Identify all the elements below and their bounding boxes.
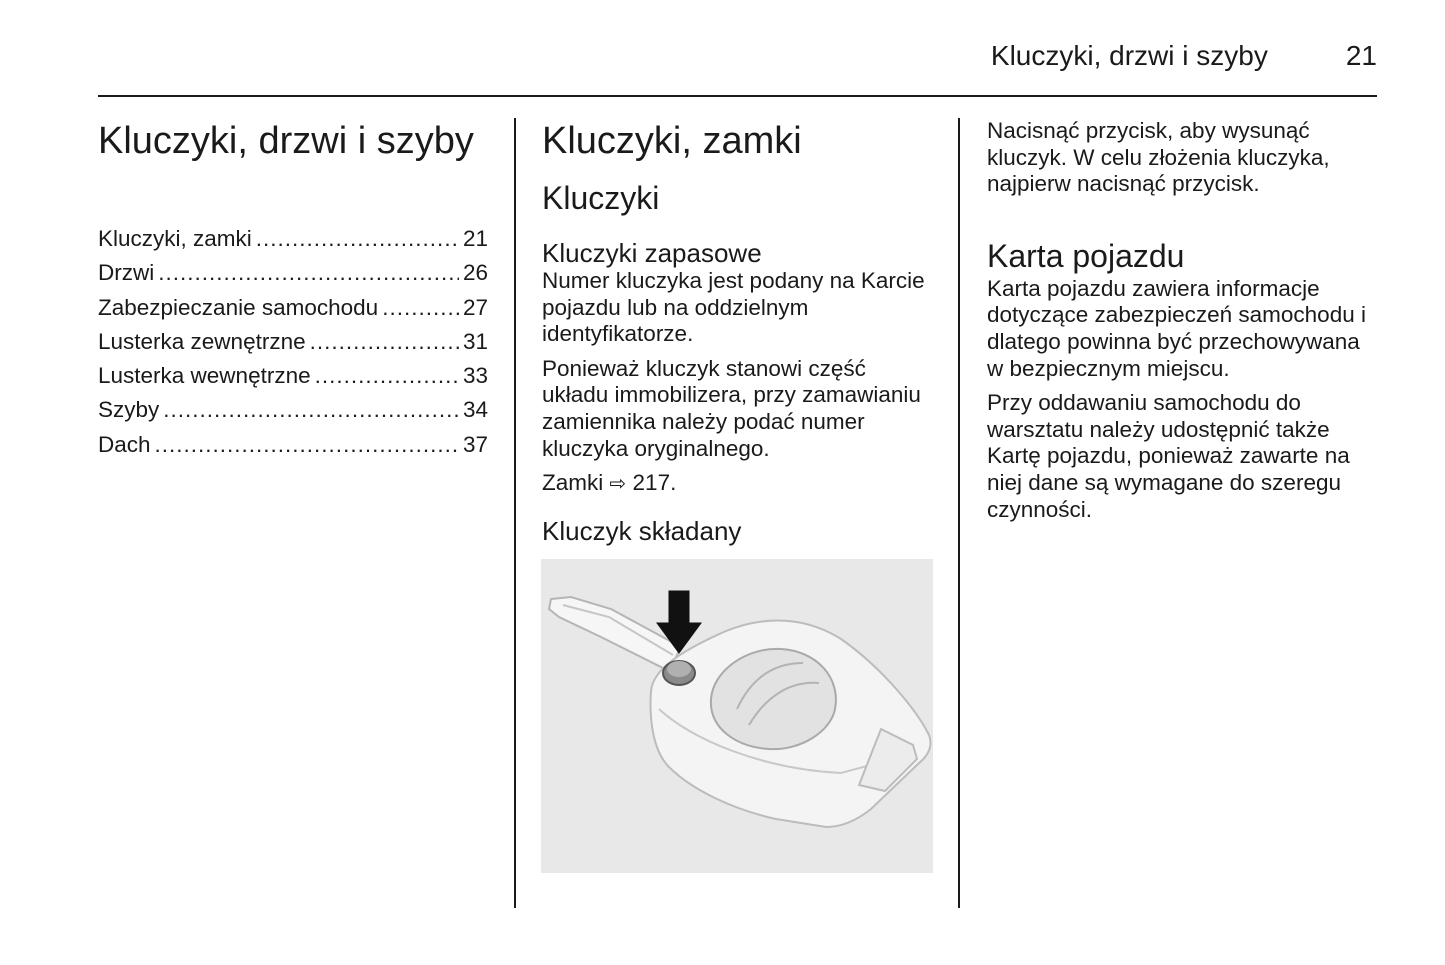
subsection-heading-keys: Kluczyki [542,180,660,216]
toc-entry[interactable] [98,260,488,294]
vehicle-card-paragraph-2: Przy oddawaniu samochodu do warsztatu należy udostępnić także Kartę pojazdu, ponieważ zawarte na niej dane są wymagane do szeregu czynności. [987,390,1350,522]
cross-reference[interactable] [542,470,934,498]
toc-leader-dots [256,226,459,252]
heading-folding-key: Kluczyk składany [542,515,742,546]
header-rule [98,95,1377,97]
toc-entry-label: Szyby [98,397,160,423]
toc-leader-dots [158,260,459,286]
toc-entry-page: 34 [462,397,488,423]
folding-key-illustration [541,559,933,873]
toc-leader-dots [163,397,459,423]
toc-entry-page: 33 [462,363,488,389]
spare-keys-paragraph-2: Ponieważ kluczyk stanowi część układu immobilizera, przy zamawianiu zamiennika należy podać numer kluczyka oryginalnego. [542,355,921,461]
chapter-title: Kluczyki, drzwi i szyby [98,120,474,162]
toc-entry-label: Dach [98,431,151,457]
section-heading-keys-locks: Kluczyki, zamki [542,120,802,162]
table-of-contents [98,226,488,466]
folding-key-instructions: Nacisnąć przycisk, aby wysunąć kluczyk. W celu złożenia kluczyka, najpierw nacisnąć przycisk. [987,118,1330,197]
toc-entry-page: 27 [462,294,488,320]
arrow-reference-icon: ⇨ [609,473,627,496]
page-number: 21 [1345,40,1377,71]
toc-entry-label: Kluczyki, zamki [98,226,252,251]
vehicle-card-column [987,118,1379,523]
spare-keys-paragraph-1: Numer kluczyka jest podany na Karcie pojazdu lub na oddzielnym identyfikatorze. [542,268,925,347]
heading-spare-keys: Kluczyki zapasowe [542,238,762,268]
toc-entry-label: Lusterka zewnętrzne [98,328,306,354]
toc-entry[interactable] [98,226,488,260]
toc-entry-page: 26 [462,260,488,286]
column-divider-left [514,118,516,908]
heading-vehicle-card: Karta pojazdu [987,237,1185,274]
toc-entry-page: 21 [462,226,488,251]
chapter-column [98,118,488,466]
key-blade [549,597,681,671]
keys-locks-column [542,118,934,546]
toc-entry-label: Drzwi [98,260,155,286]
running-header [98,36,1377,76]
vehicle-card-paragraph-1: Karta pojazdu zawiera informacje dotyczące zabezpieczeń samochodu i dlatego powinna być przechowywana w bezpiecznym miejscu. [987,275,1366,381]
xref-label: Zamki [542,470,604,496]
toc-entry-page: 31 [462,328,488,354]
xref-page: 217. [632,470,677,496]
folding-key-drawing [541,559,933,873]
toc-entry-label: Zabezpieczanie samochodu [98,294,379,320]
toc-entry-label: Lusterka wewnętrzne [98,363,311,389]
toc-entry[interactable] [98,295,488,329]
toc-leader-dots [310,329,459,355]
toc-entry[interactable] [98,397,488,431]
toc-entry-page: 37 [462,431,488,457]
toc-leader-dots [315,363,459,389]
running-header-title: Kluczyki, drzwi i szyby [990,40,1268,71]
toc-entry[interactable] [98,363,488,397]
toc-entry[interactable] [98,329,488,363]
column-divider-right [958,118,960,908]
toc-leader-dots [382,295,459,321]
toc-leader-dots [155,432,459,458]
toc-entry[interactable] [98,432,488,466]
